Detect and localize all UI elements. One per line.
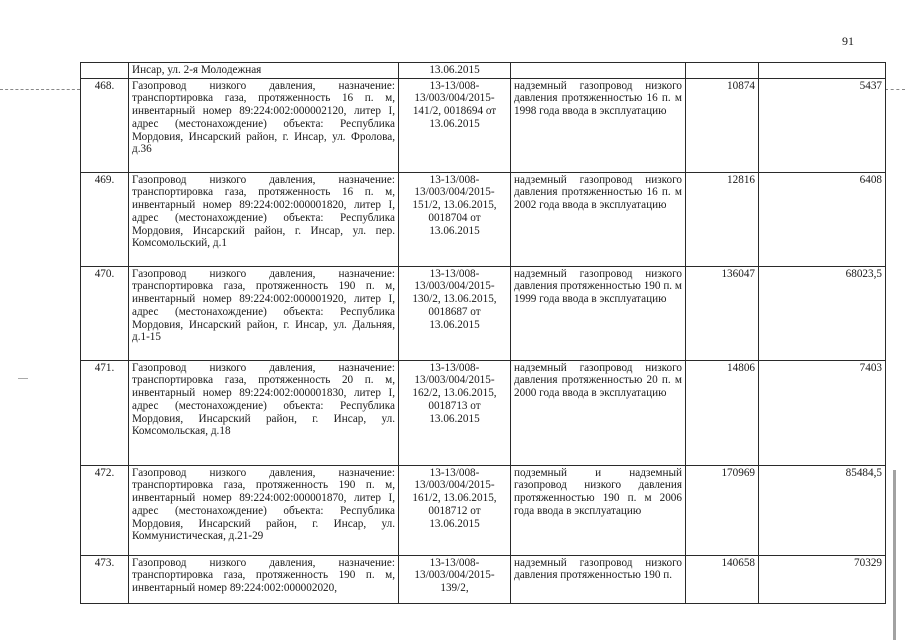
object-characteristics <box>511 63 686 79</box>
object-description: Газопровод низкого давления, назначение: транспортировка газа, протяженность 16 п. м, инвентарный номер 89:224:002:000002120, литер I, адрес (местонахождение) объекта: Республика Мордовия, Инсарский район, г. Инсар, ул. Фролова, д.36 <box>129 78 399 172</box>
row-number: 473. <box>81 555 129 603</box>
object-characteristics: подземный и надземный газопровод низкого давления протяженностью 190 п. м 2006 года ввода в эксплуатацию <box>511 465 686 555</box>
registration-record: 13-13/008-13/003/004/2015-130/2, 13.06.2015, 0018687 от 13.06.2015 <box>399 266 511 360</box>
value-column-2: 70329 <box>759 555 886 603</box>
row-number: 469. <box>81 172 129 266</box>
row-number <box>81 63 129 79</box>
value-column-2 <box>759 63 886 79</box>
value-column-2: 85484,5 <box>759 465 886 555</box>
value-column-2: 6408 <box>759 172 886 266</box>
table-row <box>81 360 886 465</box>
scan-mark <box>18 378 28 379</box>
registration-record: 13-13/008-13/003/004/2015-161/2, 13.06.2015, 0018712 от 13.06.2015 <box>399 465 511 555</box>
object-characteristics: надземный газопровод низкого давления протяженностью 16 п. м 1998 года ввода в эксплуатацию <box>511 78 686 172</box>
object-characteristics: надземный газопровод низкого давления протяженностью 190 п. м 1999 года ввода в эксплуатацию <box>511 266 686 360</box>
row-number: 472. <box>81 465 129 555</box>
value-column-1: 136047 <box>686 266 759 360</box>
table-row <box>81 266 886 360</box>
value-column-1: 170969 <box>686 465 759 555</box>
row-number: 471. <box>81 360 129 465</box>
registration-record: 13-13/008-13/003/004/2015-151/2, 13.06.2015, 0018704 от 13.06.2015 <box>399 172 511 266</box>
property-table <box>80 62 886 604</box>
table-row <box>81 78 886 172</box>
value-column-1: 14806 <box>686 360 759 465</box>
object-characteristics: надземный газопровод низкого давления протяженностью 16 п. м 2002 года ввода в эксплуатацию <box>511 172 686 266</box>
registration-record: 13-13/008-13/003/004/2015-141/2, 0018694 от 13.06.2015 <box>399 78 511 172</box>
object-description: Газопровод низкого давления, назначение: транспортировка газа, протяженность 190 п. м, инвентарный номер 89:224:002:000001920, литер I, адрес (местонахождение) объекта: Республика Мордовия, Инсарский район, г. Инсар, ул. Дальняя, д.1-15 <box>129 266 399 360</box>
scan-edge <box>893 470 896 640</box>
table-row <box>81 63 886 79</box>
object-characteristics: надземный газопровод низкого давления протяженностью 190 п. <box>511 555 686 603</box>
object-description: Газопровод низкого давления, назначение: транспортировка газа, протяженность 16 п. м, инвентарный номер 89:224:002:000001820, литер I, адрес (местонахождение) объекта: Республика Мордовия, Инсарский район, г. Инсар, ул. пер. Комсомольский, д.1 <box>129 172 399 266</box>
value-column-1: 12816 <box>686 172 759 266</box>
scan-dash-line <box>0 89 80 90</box>
object-characteristics: надземный газопровод низкого давления протяженностью 20 п. м 2000 года ввода в эксплуатацию <box>511 360 686 465</box>
table-row <box>81 555 886 603</box>
page-number: 91 <box>842 34 854 48</box>
table-row <box>81 172 886 266</box>
registration-record: 13-13/008-13/003/004/2015-162/2, 13.06.2015, 0018713 от 13.06.2015 <box>399 360 511 465</box>
value-column-1: 10874 <box>686 78 759 172</box>
object-description: Газопровод низкого давления, назначение: транспортировка газа, протяженность 190 п. м, инвентарный номер 89:224:002:000001870, литер I, адрес (местонахождение) объекта: Республика Мордовия, Инсарский район, г. Инсар, ул. Коммунистическая, д.21-29 <box>129 465 399 555</box>
object-description: Газопровод низкого давления, назначение: транспортировка газа, протяженность 20 п. м, инвентарный номер 89:224:002:000001830, литер I, адрес (местонахождение) объекта: Республика Мордовия, Инсарский район, г. Инсар, ул. Комсомольская, д.18 <box>129 360 399 465</box>
scan-dash-line-right <box>885 89 905 90</box>
value-column-1 <box>686 63 759 79</box>
object-description: Газопровод низкого давления, назначение: транспортировка газа, протяженность 190 п. м, инвентарный номер 89:224:002:000002020, <box>129 555 399 603</box>
value-column-2: 68023,5 <box>759 266 886 360</box>
table-row <box>81 465 886 555</box>
row-number: 470. <box>81 266 129 360</box>
registration-record: 13-13/008-13/003/004/2015-139/2, <box>399 555 511 603</box>
value-column-1: 140658 <box>686 555 759 603</box>
registration-record: 13.06.2015 <box>399 63 511 79</box>
value-column-2: 7403 <box>759 360 886 465</box>
row-number: 468. <box>81 78 129 172</box>
object-description: Инсар, ул. 2-я Молодежная <box>129 63 399 79</box>
value-column-2: 5437 <box>759 78 886 172</box>
